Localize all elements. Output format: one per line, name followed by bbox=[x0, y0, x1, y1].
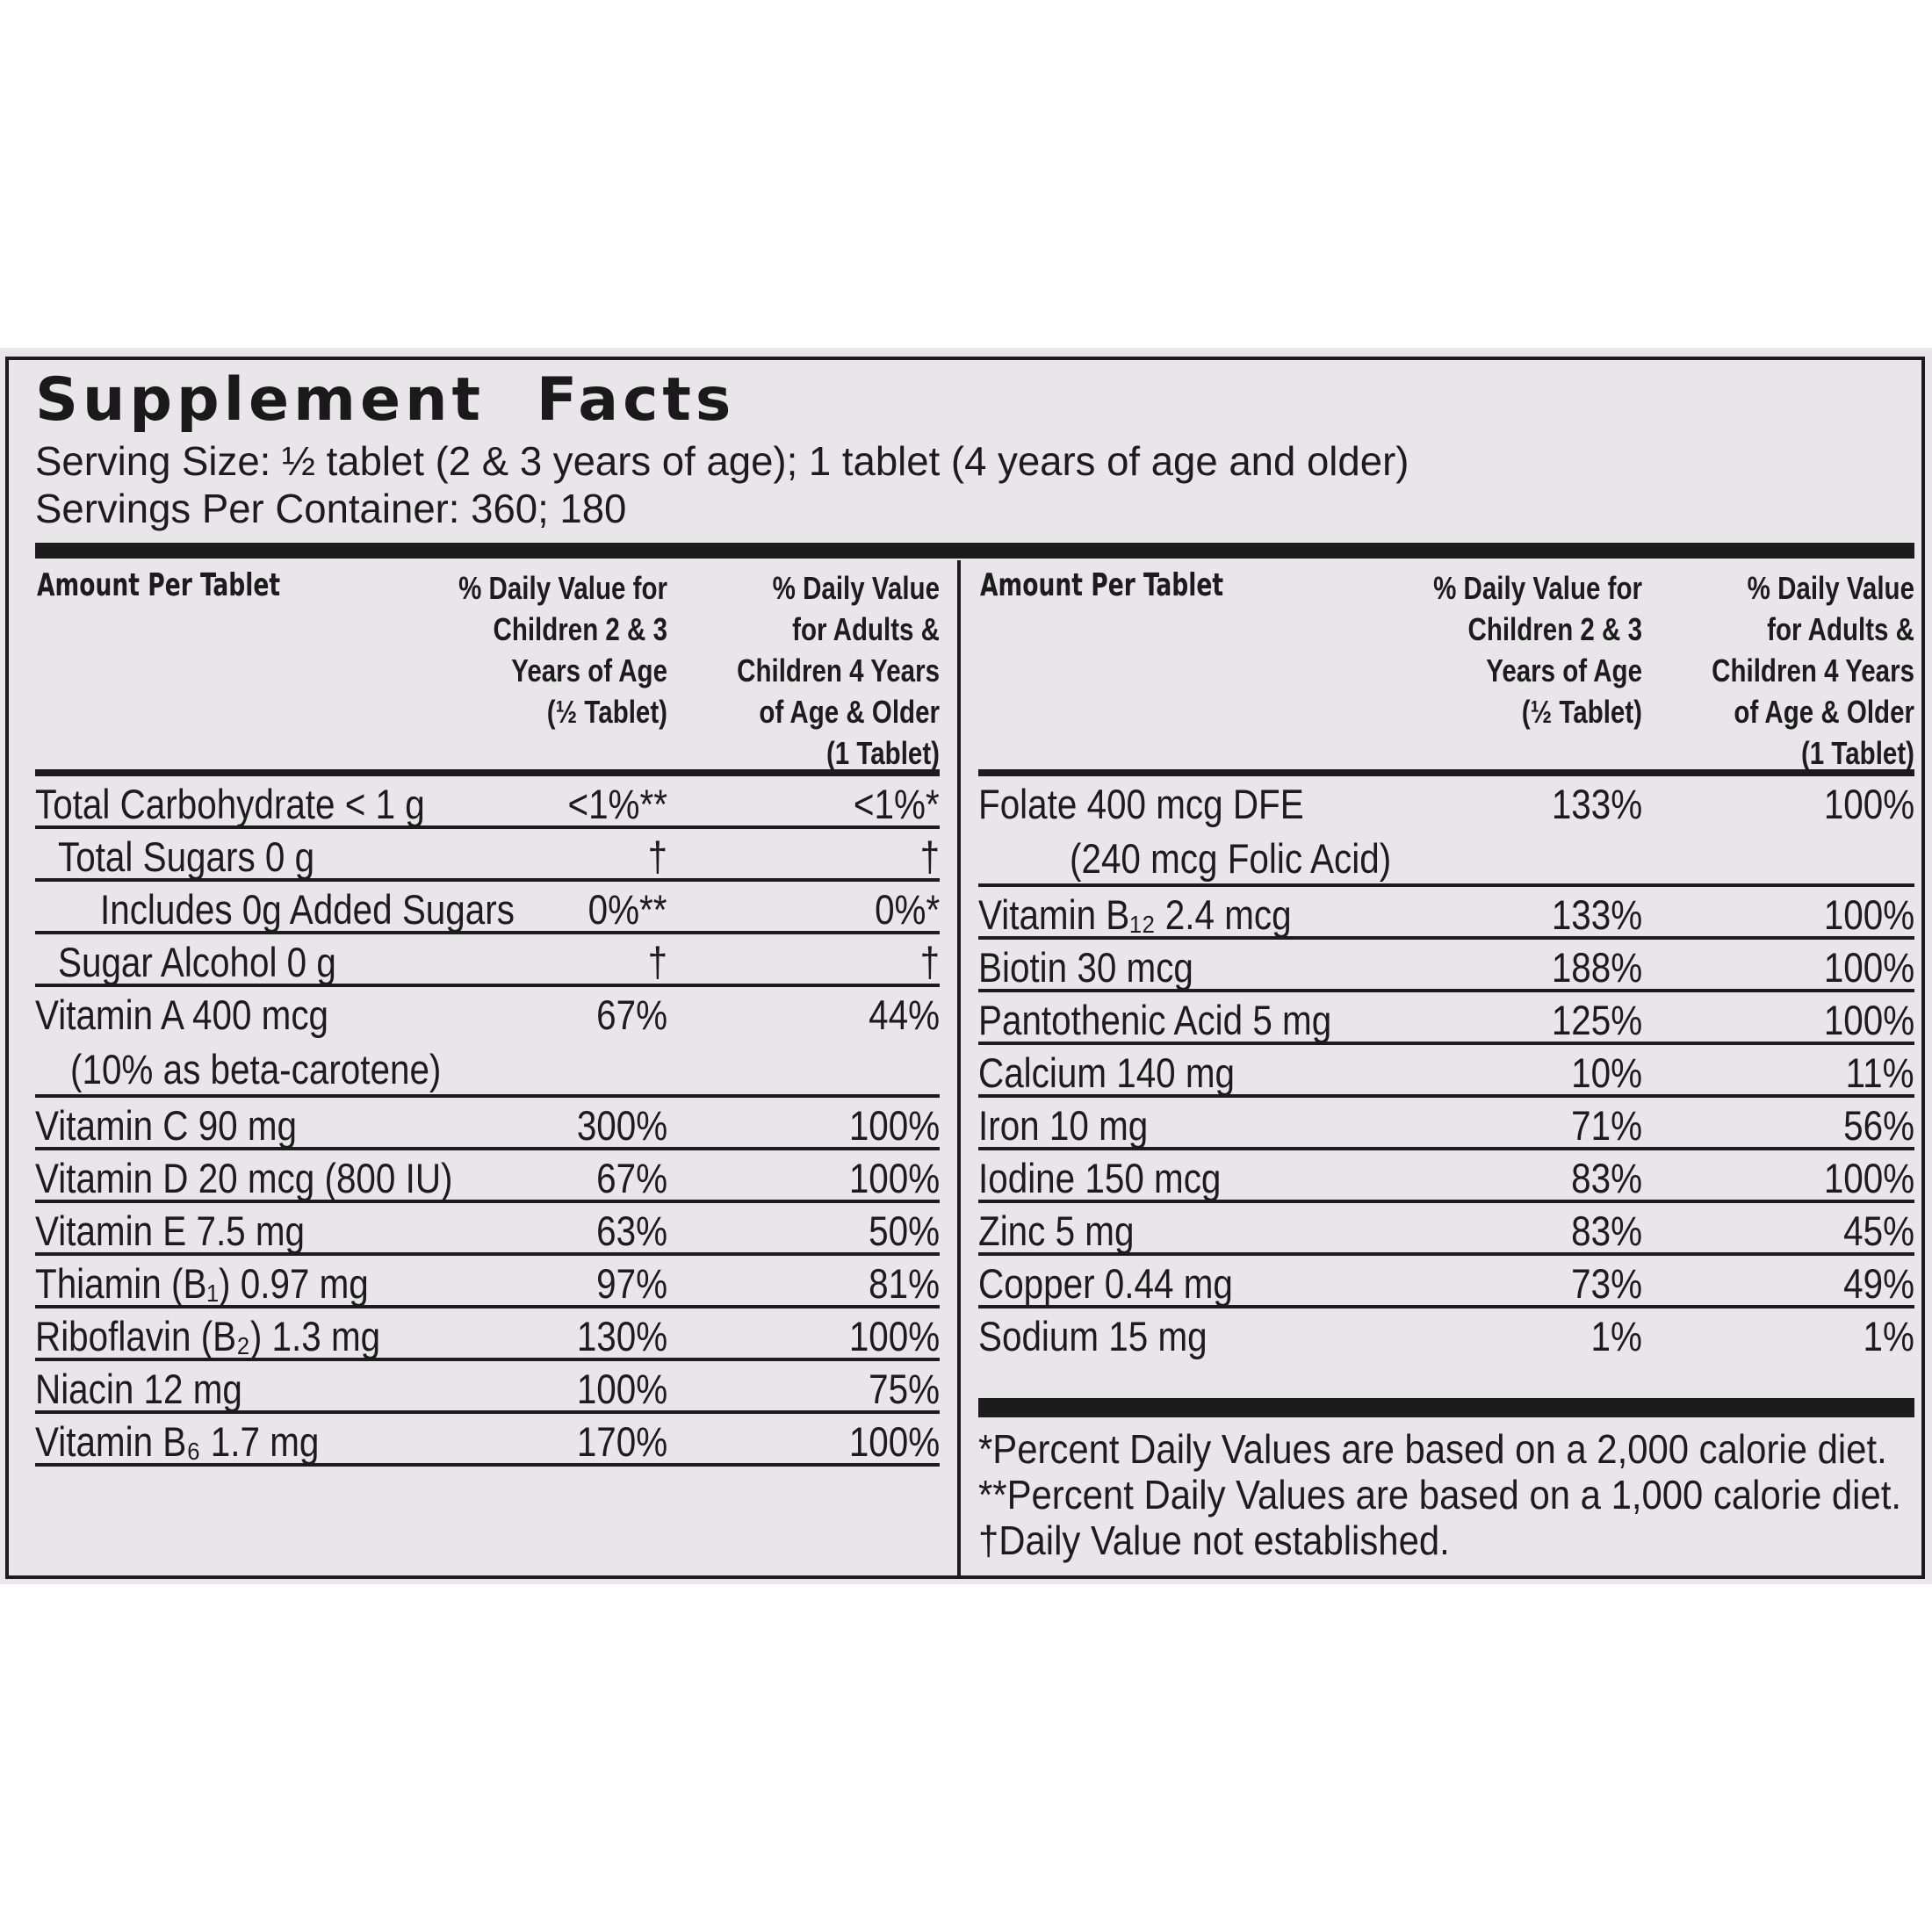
nutrient-name: Niacin 12 mg bbox=[35, 1366, 242, 1412]
left-panel bbox=[35, 559, 940, 1467]
nutrient-subtext: (10% as beta-carotene) bbox=[70, 1046, 442, 1092]
nutrient-name: Total Carbohydrate < 1 g bbox=[35, 781, 425, 827]
footnote-divider-bar bbox=[978, 1398, 1914, 1417]
nutrient-row bbox=[978, 887, 1914, 940]
label-frame bbox=[5, 357, 1925, 1579]
left-nutrient-rows bbox=[35, 776, 940, 1467]
children-daily-value: 67% bbox=[596, 991, 667, 1038]
nutrient-name: Thiamin (B₁) 0.97 mg bbox=[35, 1260, 369, 1307]
nutrient-row bbox=[35, 1361, 940, 1414]
servings-per-container: Servings Per Container: 360; 180 bbox=[35, 486, 627, 531]
footnote-dv-not-established: †Daily Value not established. bbox=[978, 1517, 1450, 1563]
children-daily-value: 1% bbox=[1590, 1313, 1642, 1359]
footnote-2000-calorie: *Percent Daily Values are based on a 2,000 calorie diet. bbox=[978, 1426, 1887, 1472]
nutrient-name: Folate 400 mcg DFE bbox=[978, 781, 1304, 827]
adults-daily-value: 100% bbox=[1823, 781, 1914, 827]
adults-daily-value: † bbox=[919, 939, 940, 985]
nutrient-name: Includes 0g Added Sugars bbox=[100, 886, 515, 933]
nutrient-row bbox=[978, 992, 1914, 1045]
adults-daily-value: <1%* bbox=[854, 781, 940, 827]
nutrient-name: Iron 10 mg bbox=[978, 1102, 1149, 1149]
adults-daily-value: 100% bbox=[848, 1102, 940, 1149]
nutrient-name: Total Sugars 0 g bbox=[58, 833, 315, 880]
adults-daily-value: 0%* bbox=[874, 886, 940, 933]
nutrient-name: Copper 0.44 mg bbox=[978, 1260, 1233, 1307]
nutrient-row bbox=[35, 1098, 940, 1150]
children-dv-header: % Daily Value for Children 2 & 3 Years of Age (½ Tablet) bbox=[458, 570, 667, 730]
nutrient-name: Sugar Alcohol 0 g bbox=[58, 939, 336, 985]
right-panel bbox=[978, 559, 1914, 1563]
children-daily-value: † bbox=[647, 833, 667, 880]
children-daily-value: 73% bbox=[1571, 1260, 1642, 1307]
adults-daily-value: 100% bbox=[848, 1313, 940, 1359]
adults-daily-value: 56% bbox=[1843, 1102, 1914, 1149]
right-panel-header bbox=[978, 559, 1914, 769]
nutrient-row bbox=[978, 1203, 1914, 1256]
adults-daily-value: 49% bbox=[1843, 1260, 1914, 1307]
left-panel-header bbox=[35, 559, 940, 769]
adults-daily-value: 50% bbox=[869, 1208, 940, 1254]
nutrient-row bbox=[35, 987, 940, 1098]
adults-daily-value: 100% bbox=[1823, 944, 1914, 991]
children-daily-value: 125% bbox=[1551, 997, 1642, 1043]
nutrient-row bbox=[35, 1150, 940, 1203]
nutrient-name: Vitamin C 90 mg bbox=[35, 1102, 298, 1149]
serving-size: Serving Size: ½ tablet (2 & 3 years of age); 1 tablet (4 years of age and older) bbox=[35, 438, 1409, 484]
children-daily-value: 133% bbox=[1551, 781, 1642, 827]
adults-daily-value: 44% bbox=[869, 991, 940, 1038]
children-daily-value: 100% bbox=[576, 1366, 667, 1412]
children-daily-value: 71% bbox=[1571, 1102, 1642, 1149]
children-daily-value: 300% bbox=[576, 1102, 667, 1149]
adults-daily-value: 1% bbox=[1863, 1313, 1914, 1359]
footnotes bbox=[978, 1426, 1902, 1563]
label-title: Supplement Facts bbox=[35, 365, 736, 435]
children-daily-value: 63% bbox=[596, 1208, 667, 1254]
nutrient-name: Biotin 30 mcg bbox=[978, 944, 1193, 991]
nutrient-row bbox=[35, 934, 940, 987]
amount-per-tablet-header: Amount Per Tablet bbox=[980, 567, 1224, 603]
nutrient-row bbox=[978, 1098, 1914, 1150]
adults-daily-value: † bbox=[919, 833, 940, 880]
adults-daily-value: 100% bbox=[848, 1155, 940, 1201]
nutrient-row bbox=[35, 1414, 940, 1467]
nutrient-row bbox=[35, 1203, 940, 1256]
children-daily-value: 0%** bbox=[588, 886, 667, 933]
nutrient-row bbox=[35, 1256, 940, 1308]
column-divider bbox=[957, 560, 961, 1579]
nutrient-row bbox=[978, 776, 1914, 887]
adults-dv-header: % Daily Value for Adults & Children 4 Years of Age & Older (1 Tablet) bbox=[737, 570, 940, 771]
nutrient-row bbox=[978, 1045, 1914, 1098]
children-dv-header: % Daily Value for Children 2 & 3 Years of Age (½ Tablet) bbox=[1433, 570, 1642, 730]
adults-daily-value: 100% bbox=[1823, 891, 1914, 938]
adults-daily-value: 81% bbox=[869, 1260, 940, 1307]
nutrient-name: Pantothenic Acid 5 mg bbox=[978, 997, 1332, 1043]
adults-daily-value: 100% bbox=[1823, 997, 1914, 1043]
adults-daily-value: 75% bbox=[869, 1366, 940, 1412]
nutrient-name: Vitamin B₆ 1.7 mg bbox=[35, 1418, 320, 1465]
adults-dv-header: % Daily Value for Adults & Children 4 Years of Age & Older (1 Tablet) bbox=[1712, 570, 1914, 771]
nutrient-subtext: (240 mcg Folic Acid) bbox=[1070, 835, 1392, 882]
adults-daily-value: 100% bbox=[848, 1418, 940, 1465]
children-daily-value: 133% bbox=[1551, 891, 1642, 938]
children-daily-value: 83% bbox=[1571, 1155, 1642, 1201]
children-daily-value: 97% bbox=[596, 1260, 667, 1307]
children-daily-value: † bbox=[647, 939, 667, 985]
children-daily-value: <1%** bbox=[567, 781, 667, 827]
nutrient-row bbox=[978, 940, 1914, 992]
nutrient-name: Vitamin E 7.5 mg bbox=[35, 1208, 306, 1254]
nutrient-name: Riboflavin (B₂) 1.3 mg bbox=[35, 1313, 381, 1359]
nutrient-name: Vitamin A 400 mcg bbox=[35, 991, 329, 1038]
nutrient-name: Vitamin D 20 mcg (800 IU) bbox=[35, 1155, 453, 1201]
header-divider-bar bbox=[35, 543, 1914, 559]
nutrient-row bbox=[35, 776, 940, 829]
nutrient-row bbox=[978, 1150, 1914, 1203]
children-daily-value: 130% bbox=[576, 1313, 667, 1359]
nutrient-row bbox=[35, 1308, 940, 1361]
children-daily-value: 170% bbox=[576, 1418, 667, 1465]
nutrient-name: Vitamin B₁₂ 2.4 mcg bbox=[978, 891, 1292, 938]
amount-per-tablet-header: Amount Per Tablet bbox=[37, 567, 281, 603]
adults-daily-value: 100% bbox=[1823, 1155, 1914, 1201]
nutrient-name: Sodium 15 mg bbox=[978, 1313, 1208, 1359]
footnote-1000-calorie: **Percent Daily Values are based on a 1,000 calorie diet. bbox=[978, 1472, 1902, 1517]
children-daily-value: 188% bbox=[1551, 944, 1642, 991]
nutrient-name: Calcium 140 mg bbox=[978, 1049, 1236, 1096]
nutrient-row bbox=[35, 882, 940, 934]
nutrient-row bbox=[978, 1256, 1914, 1308]
adults-daily-value: 45% bbox=[1843, 1208, 1914, 1254]
nutrient-row bbox=[35, 829, 940, 882]
children-daily-value: 10% bbox=[1571, 1049, 1642, 1096]
nutrient-name: Iodine 150 mcg bbox=[978, 1155, 1222, 1201]
right-nutrient-rows bbox=[978, 776, 1914, 1361]
children-daily-value: 83% bbox=[1571, 1208, 1642, 1254]
children-daily-value: 67% bbox=[596, 1155, 667, 1201]
nutrient-name: Zinc 5 mg bbox=[978, 1208, 1135, 1254]
supplement-facts-label bbox=[0, 348, 1932, 1584]
nutrient-row bbox=[978, 1308, 1914, 1361]
adults-daily-value: 11% bbox=[1846, 1049, 1914, 1096]
